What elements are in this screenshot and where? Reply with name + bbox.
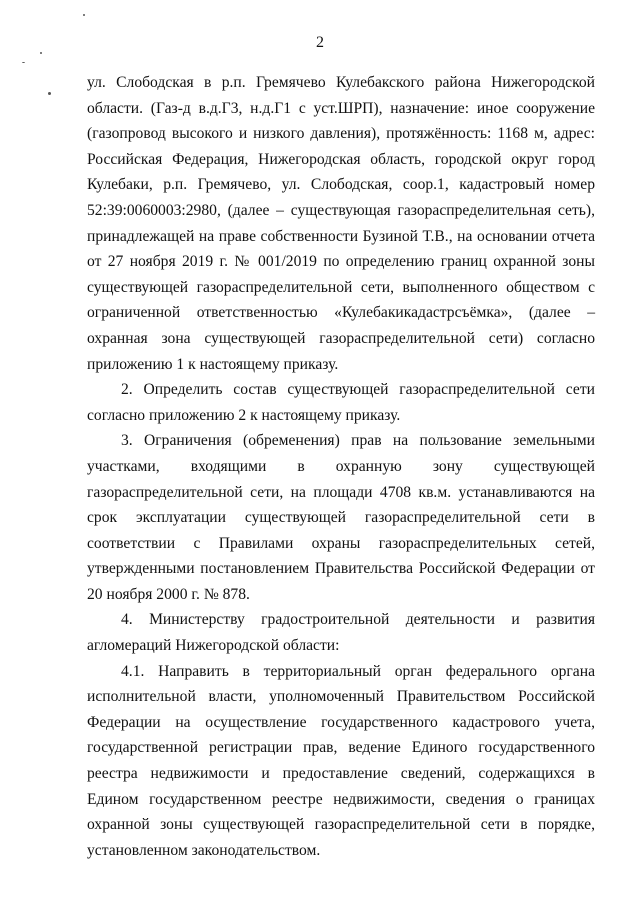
paragraph-continuation: ул. Слободская в р.п. Гремячево Кулебакского района Нижегородской области. (Газ-д в.д.Г3, н.д.Г1 с уст.ШРП), назначение: иное сооружение (газопровод высокого и низкого давления), протяжённость: 1168 м, адрес: Российская Федерация, Нижегородская область, городской округ город Кулебаки, р.п. Гремячево, ул. Слободская, соор.1, кадастровый номер 52:39:0060003:2980, (далее – существующая газораспределительная сеть), принадлежащей на праве собственности Бузиной Т.В., на основании отчета от 27 ноября 2019 г. № 001/2019 по определению границ охранной зоны существующей газораспределительной сети, выполненного обществом с ограниченной ответственностью «Кулебакикадастрсъёмка», (далее – охранная зона существующей газораспределительной сети) согласно приложению 1 к настоящему приказу. [87, 74, 595, 373]
scan-speck [48, 92, 51, 95]
paragraph-item-3: 3. Ограничения (обременения) прав на пользование земельными участками, входящими в охранную зону существующей газораспределительной сети, на площади 4708 кв.м. устанавливаются на срок эксплуатации существующей газораспределительной сети в соответствии с Правилами охраны газораспределительных сетей, утвержденными постановлением Правительства Российской Федерации от 20 ноября 2000 г. № 878. [87, 432, 595, 603]
paragraph-item-4: 4. Министерству градостроительной деятельности и развития агломераций Нижегородской области: [87, 611, 595, 655]
paragraph-item-4-1: 4.1. Направить в территориальный орган федерального органа исполнительной власти, уполномоченный Правительством Российской Федерации на осуществление государственного кадастрового учета, государственной регистрации прав, ведение Единого государственного реестра недвижимости и предоставление сведений, содержащихся в Едином государственном реестре недвижимости, сведения о границах охранной зоны существующей газораспределительной сети в порядке, установленном законодательством. [87, 662, 595, 859]
scan-speck [22, 62, 25, 63]
scan-speck [40, 52, 42, 54]
page-number: 2 [316, 34, 324, 51]
scan-speck [83, 14, 85, 16]
document-body [87, 70, 595, 863]
paragraph-item-2: 2. Определить состав существующей газораспределительной сети согласно приложению 2 к настоящему приказу. [87, 381, 595, 424]
